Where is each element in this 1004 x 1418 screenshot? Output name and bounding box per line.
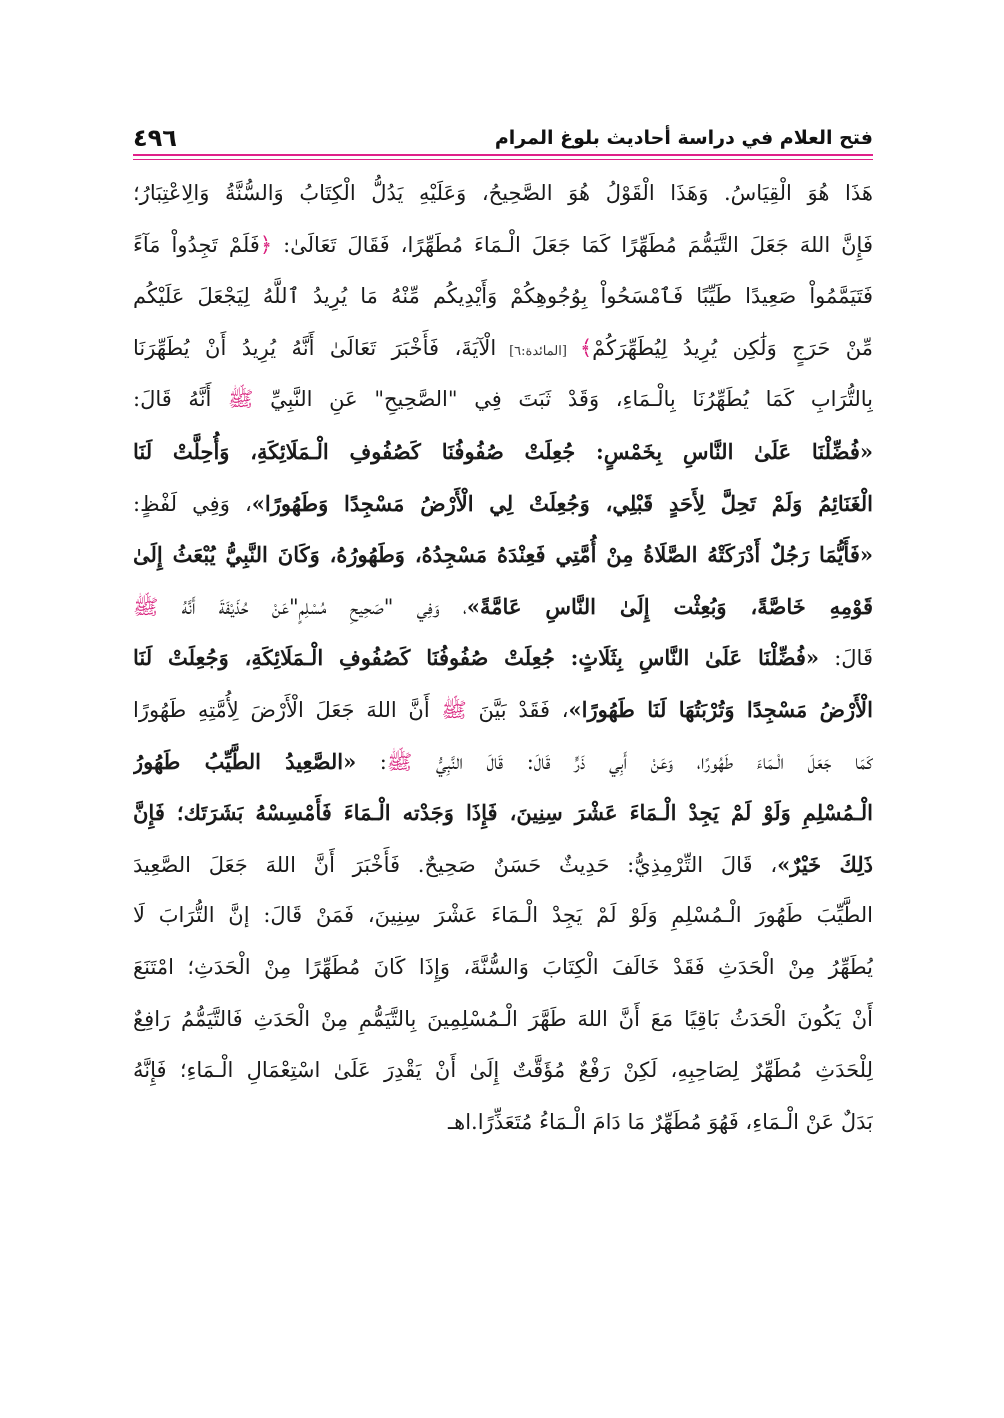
text-line (133, 632, 873, 684)
text-segment: هَذَا هُوَ الْقِيَاسُ. وَهَذَا الْقَوْلُ هُوَ الصَّحِيحُ، وَعَلَيْهِ يَدُلُّ الْكِتَابُ وَالسُّنَّةُ وَالِاعْتِبَارُ؛ (133, 181, 873, 205)
text-segment: الطَّيِّبَ طَهُورَ الْـمُسْلِمِ وَلَوْ لَمْ يَجِدْ الْـمَاءَ عَشْرَ سِنِينَ، فَمَنْ قَالَ: إنَّ التُّرَابَ لَا (133, 903, 873, 928)
hadith-quote: الْـمُسْلِمِ وَلَوْ لَمْ يَجِدْ الْـمَاءَ عَشْرَ سِنِينَ، فَإِذَا وَجَدْته الْـمَاءَ فَأَمْسِسْهُ بَشَرَتَك؛ فَإِنَّ (133, 800, 873, 826)
text-line (133, 426, 873, 478)
text-line (133, 323, 873, 375)
hadith-quote: قَوْمِهِ خَاصَّةً، وَبُعِثْت إِلَىٰ النَّاسِ عَامَّةً» (466, 593, 873, 619)
marker-glyph: ﷺ (441, 697, 467, 722)
text-segment: ، وَفِي لَفْظٍ: (133, 491, 252, 516)
text-line (133, 942, 873, 994)
marker-glyph: ﷺ (386, 749, 413, 774)
marker-glyph: ﷺ (133, 594, 159, 619)
text-line (133, 890, 873, 942)
hadith-quote: «فَأَيُّمَا رَجُلٌ أَدْرَكَتْهُ الصَّلَاةُ مِنْ أُمَّتِي فَعِنْدَهُ مَسْجِدُهُ، وَطَهُورُهُ، وَكَانَ النَّبِيُّ يُبْعَثُ إِلَىٰ (133, 542, 873, 568)
text-line (133, 1097, 873, 1149)
text-line (133, 374, 873, 426)
text-segment: يُطَهِّرُ مِنْ الْحَدَثِ فَقَدْ خَالَفَ الْكِتَابَ وَالسُّنَّةَ، وَإِذَا كَانَ مُطَهِّرًا مِنْ الْحَدَثِ؛ امْتَنَعَ (133, 954, 873, 979)
text-line (133, 994, 873, 1046)
text-segment: الْآيَةَ، فَأَخْبَرَ تَعَالَىٰ أَنَّهُ يُرِيدُ أَنْ يُطَهِّرَنَا (133, 335, 497, 360)
text-segment: بَدَلٌ عَنْ الْـمَاءِ، فَهُوَ مُطَهِّرٌ مَا دَامَ الْـمَاءُ مُتَعَذِّرًا.اهـ (447, 1109, 873, 1134)
text-segment: ، قَالَ التِّرْمِذِيُّ: حَدِيثٌ حَسَنٌ صَحِيحٌ. فَأَخْبَرَ أَنَّ اللهَ جَعَلَ الصَّعِيدَ (133, 852, 778, 877)
hadith-quote: «فُضِّلْنَا عَلَىٰ النَّاسِ بِخَمْسٍ: جُعِلَتْ صُفُوفُنَا كَصُفُوفِ الْـمَلَائِكَةِ، وَأُحِلَّتْ لَنَا (133, 438, 873, 464)
body-text (133, 168, 873, 1148)
text-line (133, 581, 873, 633)
text-line (133, 220, 873, 272)
hadith-quote: ذَلِكَ خَيْرٌ» (777, 851, 873, 877)
text-segment: مِّنْ حَرَجٍ وَلَٰكِن يُرِيدُ لِيُطَهِّرَكُمْ (592, 335, 873, 360)
text-segment: أَنَّهُ قَالَ: (133, 387, 229, 412)
page-header (133, 112, 873, 152)
hadith-quote: «فُضِّلْنَا عَلَىٰ النَّاسِ بِثَلَاثٍ: جُعِلَتْ صُفُوفُنَا كَصُفُوفِ الْـمَلَائِكَةِ، وَجُعِلَتْ لَنَا (133, 645, 820, 671)
page-number: ٤٩٦ (133, 124, 177, 152)
header-rule-top (133, 154, 873, 156)
text-segment: أَنَّ اللهَ جَعَلَ الْأَرْضَ لِأُمَّتِهِ طَهُورًا (133, 697, 442, 722)
verse-reference: [المائدة:٦] (496, 343, 580, 359)
text-segment: قَالَ: (819, 646, 873, 671)
text-segment: لِلْحَدَثِ مُطَهِّرٌ لِصَاحِبِهِ، لَكِنْ رَفْعٌ مُؤَقَّتٌ إِلَىٰ أَنْ يَقْدِرَ عَلَىٰ اسْتِعْمَالِ الْـمَاءِ؛ فَإِنَّهُ (133, 1058, 873, 1083)
marker-glyph: ﷺ (228, 387, 254, 412)
text-segment: بِالتُّرَابِ كَمَا يُطَهِّرُنَا بِالْـمَاءِ، وَقَدْ ثَبَتَ فِي "الصَّحِيحِ" عَنِ النَّبِيِّ (253, 387, 873, 412)
text-line (133, 529, 873, 581)
hadith-quote: الْأَرْضُ مَسْجِدًا وَتُرْبَتُهَا لَنَا طَهُورًا» (568, 696, 873, 722)
text-segment: : (356, 749, 387, 774)
book-title: فتح العلام في دراسة أحاديث بلوغ المرام (494, 127, 873, 149)
text-segment: ، وَفِي "صَحِيحِ مُسْلِمٍ"عَنْ حُذَيْفَةَ أَنَّهُ (158, 594, 467, 619)
text-line (133, 271, 873, 323)
text-segment: أَنْ يَكُونَ الْحَدَثُ بَاقِيًا مَعَ أَنَّ اللهَ طَهَّرَ الْـمُسْلِمِينَ بِالتَّيَمُّمِ مِنْ الْحَدَثِ فَالتَّيَمُّمُ رَافِعٌ (133, 1006, 873, 1031)
text-line (133, 787, 873, 839)
text-line (133, 478, 873, 530)
text-segment: فَتَيَمَّمُواْ صَعِيدًا طَيِّبًا فَٱمْسَحُواْ بِوُجُوهِكُمْ وَأَيْدِيكُم مِّنْهُ مَا يُرِيدُ ٱللَّهُ لِيَجْعَلَ عَلَيْكُم (133, 284, 873, 309)
text-line (133, 1045, 873, 1097)
text-segment: فَإِنَّ اللهَ جَعَلَ التَّيَمُّمَ مُطَهِّرًا كَمَا جَعَلَ الْـمَاءَ مُطَهِّرًا، فَقَالَ تَعَالَىٰ: (272, 232, 873, 257)
text-line (133, 839, 873, 891)
text-line (133, 684, 873, 736)
text-segment: ، فَقَدْ بَيَّنَ (466, 697, 569, 722)
text-line (133, 168, 873, 220)
text-segment: فَلَمْ تَجِدُواْ مَآءً (133, 232, 260, 257)
text-segment: كَمَا جَعَلَ الْـمَاءَ طَهُورًا، وَعَنْ أَبِي ذَرٍّ قَالَ: قَالَ النَّبِيُّ (412, 749, 873, 774)
marker-glyph: ﴾ (579, 335, 593, 360)
text-line (133, 736, 873, 788)
hadith-quote: «الصَّعِيدُ الطَّيِّبُ طَهُورُ (133, 748, 357, 774)
marker-glyph: ﴿ (259, 232, 273, 257)
hadith-quote: الْغَنَائِمُ وَلَمْ تَحِلَّ لِأَحَدٍ قَبْلِي، وَجُعِلَتْ لِي الْأَرْضُ مَسْجِدًا وَطَهُورًا» (251, 490, 873, 516)
header-rule-bottom (133, 159, 873, 160)
